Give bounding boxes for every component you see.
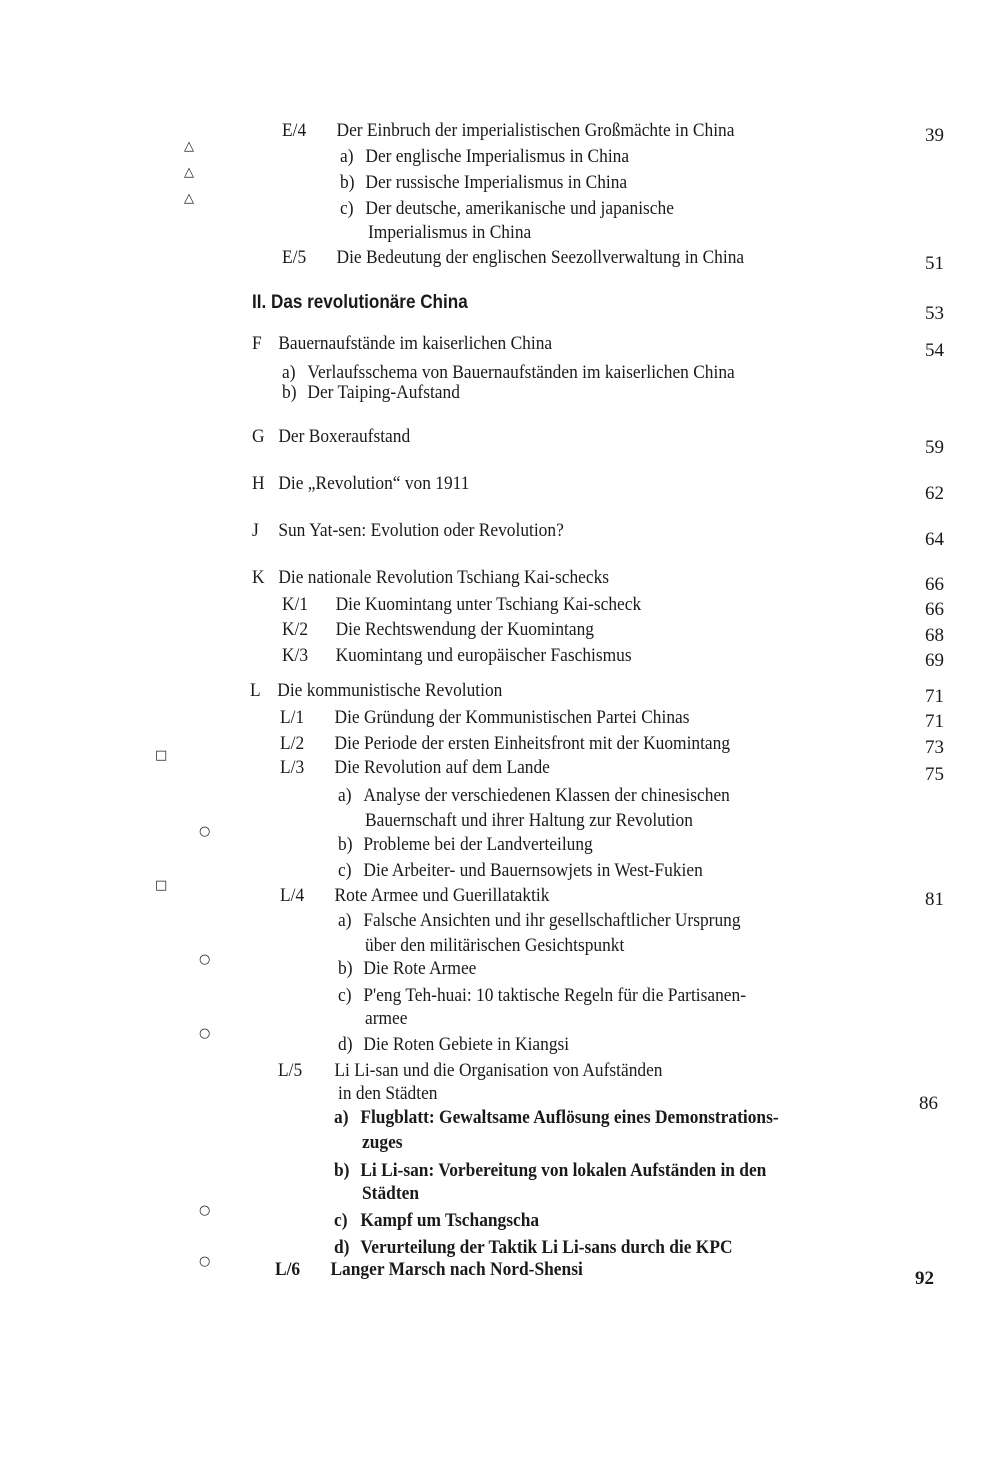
- entry-code: L: [250, 681, 261, 701]
- triangle-marker-icon: △: [184, 165, 194, 180]
- toc-entry-l: [250, 680, 502, 702]
- toc-subentry: d) Die Roten Gebiete in Kiangsi: [338, 1035, 570, 1055]
- toc-entry-k: [252, 567, 609, 589]
- toc-entry-k3: K/3 Kuomintang und europäischer Faschismus: [282, 646, 632, 666]
- toc-entry-l5: L/5 Li Li-san und die Organisation von Aufständen: [278, 1061, 663, 1081]
- page-number: 51: [925, 253, 944, 274]
- entry-title: Die kommunistische Revolution: [277, 681, 503, 701]
- toc-subentry: a) Flugblatt: Gewaltsame Auflösung eines Demonstrations-: [334, 1108, 779, 1128]
- toc-subentry-continuation: zuges: [362, 1133, 403, 1153]
- page-number: 62: [925, 483, 944, 504]
- page-number: 64: [925, 529, 944, 550]
- toc-entry-l1: L/1 Die Gründung der Kommunistischen Partei Chinas: [280, 708, 690, 728]
- toc-subentry: c) P'eng Teh-huai: 10 taktische Regeln für die Partisanen-: [338, 986, 747, 1006]
- entry-title: Sun Yat-sen: Evolution oder Revolution?: [278, 521, 564, 541]
- page-number: 66: [925, 574, 944, 595]
- toc-subentry: a) Verlaufsschema von Bauernaufständen im kaiserlichen China: [282, 363, 735, 383]
- entry-code: K: [252, 568, 265, 588]
- toc-entry-continuation: in den Städten: [338, 1084, 438, 1104]
- entry-code: E/4: [282, 121, 307, 141]
- toc-entry-l3: L/3 Die Revolution auf dem Lande: [280, 758, 550, 778]
- toc-subentry: a) Falsche Ansichten und ihr gesellschaftlicher Ursprung: [338, 911, 741, 931]
- toc-subentry: b) Probleme bei der Landverteilung: [338, 835, 593, 855]
- circle-marker-icon: ○: [199, 1254, 211, 1269]
- page-number: 81: [925, 889, 944, 910]
- toc-subentry: d) Verurteilung der Taktik Li Li-sans durch die KPC: [334, 1238, 733, 1258]
- toc-subentry: a) Analyse der verschiedenen Klassen der chinesischen: [338, 786, 730, 806]
- toc-subentry: b) Die Rote Armee: [338, 959, 477, 979]
- toc-subentry-continuation: armee: [365, 1009, 408, 1029]
- entry-title: Die nationale Revolution Tschiang Kai-schecks: [278, 568, 610, 588]
- toc-entry-e5: [282, 247, 744, 269]
- toc-entry-l4: L/4 Rote Armee und Guerillataktik: [280, 886, 550, 906]
- page-number: 68: [925, 625, 944, 646]
- circle-marker-icon: ○: [199, 952, 211, 967]
- page-number: 71: [925, 686, 944, 707]
- toc-entry-h: [252, 473, 469, 495]
- page-number: 86: [919, 1093, 938, 1114]
- triangle-marker-icon: △: [184, 191, 194, 206]
- page-number: 69: [925, 650, 944, 671]
- square-marker-icon: □: [155, 878, 168, 893]
- page-number: 39: [925, 125, 944, 146]
- page-number: 53: [925, 303, 944, 324]
- entry-code: E/5: [282, 248, 307, 268]
- triangle-marker-icon: △: [184, 139, 194, 154]
- entry-title: Die „Revolution“ von 1911: [278, 474, 470, 494]
- toc-subentry: b) Der russische Imperialismus in China: [340, 173, 628, 193]
- page-number: 71: [925, 711, 944, 732]
- page-number: 59: [925, 437, 944, 458]
- circle-marker-icon: ○: [199, 1026, 211, 1041]
- toc-subentry-continuation: Imperialismus in China: [368, 223, 532, 243]
- toc-entry-j: [252, 520, 564, 542]
- toc-subentry: c) Der deutsche, amerikanische und japanische: [340, 199, 674, 219]
- toc-subentry: a) Der englische Imperialismus in China: [340, 147, 630, 167]
- toc-subentry-continuation: Bauernschaft und ihrer Haltung zur Revolution: [365, 811, 693, 831]
- toc-entry-l2: L/2 Die Periode der ersten Einheitsfront mit der Kuomintang: [280, 734, 731, 754]
- circle-marker-icon: ○: [199, 824, 211, 839]
- toc-subentry: b) Der Taiping-Aufstand: [282, 383, 460, 403]
- toc-subentry-continuation: Städten: [362, 1184, 420, 1204]
- toc-entry-e4: [282, 120, 734, 142]
- page-number: 66: [925, 599, 944, 620]
- entry-code: H: [252, 474, 265, 494]
- page-number: 92: [915, 1268, 934, 1289]
- toc-subentry: b) Li Li-san: Vorbereitung von lokalen Aufständen in den: [334, 1161, 767, 1181]
- entry-title: Der Einbruch der imperialistischen Großmächte in China: [336, 121, 735, 141]
- entry-title: Der Boxeraufstand: [278, 427, 411, 447]
- entry-code: G: [252, 427, 265, 447]
- toc-subentry: c) Die Arbeiter- und Bauernsowjets in West-Fukien: [338, 861, 703, 881]
- entry-title: Die Bedeutung der englischen Seezollverwaltung in China: [336, 248, 745, 268]
- toc-entry-f: [252, 333, 552, 355]
- toc-subentry-continuation: über den militärischen Gesichtspunkt: [365, 936, 625, 956]
- page-number: 54: [925, 340, 944, 361]
- circle-marker-icon: ○: [199, 1203, 211, 1218]
- page-number: 73: [925, 737, 944, 758]
- toc-entry-k1: K/1 Die Kuomintang unter Tschiang Kai-scheck: [282, 595, 642, 615]
- toc-subentry: c) Kampf um Tschangscha: [334, 1211, 540, 1231]
- page-number: 75: [925, 764, 944, 785]
- square-marker-icon: □: [155, 748, 168, 763]
- toc-entry-l6: L/6 Langer Marsch nach Nord-Shensi: [275, 1260, 583, 1280]
- entry-code: F: [252, 334, 262, 354]
- toc-entry-k2: K/2 Die Rechtswendung der Kuomintang: [282, 620, 594, 640]
- part-heading: II. Das revolutionäre China: [252, 292, 468, 313]
- entry-code: J: [252, 521, 259, 541]
- entry-title: Bauernaufstände im kaiserlichen China: [278, 334, 553, 354]
- toc-entry-g: [252, 426, 410, 448]
